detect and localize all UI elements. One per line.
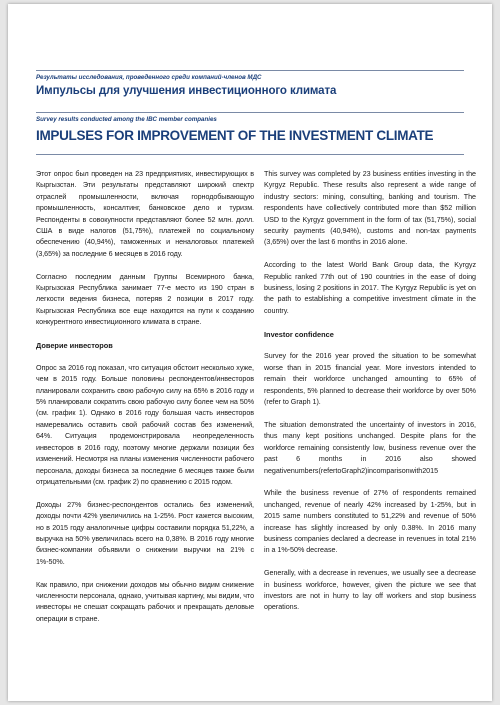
kicker-en: Survey results conducted among the IBC member companies <box>36 116 217 123</box>
russian-column <box>36 169 254 637</box>
en-paragraph-ranking: According to the latest World Bank Group data, the Kyrgyz Republic ranked 77th out of 190 countries in the ease of doing business, losing 2 positions in 2017. The Kyrgyz Republic is yet on the path to establishing a competitive investment climate in the country. <box>264 261 476 315</box>
en-paragraph-survey: Survey for the 2016 year proved the situation to be somewhat worse than in 2015 financial year. More investors intended to remain their workforce unchanged amounting to 65% of respondents, 5% planned to decrease their workforce by over 50% (refer to Graph 1). <box>264 352 476 407</box>
top-divider <box>36 70 464 71</box>
kicker-ru: Результаты исследования, проведенного среди компаний-членов МДС <box>36 74 262 81</box>
ru-heading-investor-confidence: Доверие инвесторов <box>36 341 113 351</box>
en-paragraph-conclusion: Generally, with a decrease in revenues, we usually see a decrease in business workforce, however, given the picture we see that investors are not in hurry to lay off workers and stop business operations. <box>264 569 476 612</box>
en-paragraph-uncertainty: The situation demonstrated the uncertainty of investors in 2016, thus many kept positions unchanged. Despite plans for the workforce remaining consistently low, business revenue over the past 6 months in 2016 also showed negativenumbers(refertoGraph2)incomparisonwith2015 <box>264 420 476 475</box>
ru-paragraph-ranking: Согласно последним данным Группы Всемирного банка, Кыргызская Республика занимает 77-е место из 190 стран в легкости ведения бизнеса, потеряв 2 позиции в 2017 году. Кыргызская Республика все еще находится на пути к созданию конкурентного инвестиционного климата в стране. <box>36 272 254 327</box>
middle-divider <box>36 112 464 113</box>
ru-paragraph-survey: Опрос за 2016 год показал, что ситуация обстоит несколько хуже, чем в 2015 году. Больше половины респондентов/инвесторов планировали сохранить свою рабочую силу на 65% в 2016 году и 5% планировали сократить свою рабочую силу более чем на 50% (см. график 1). Однако в 2016 году большая часть инвесторов намеревались оставить свой рабочий состав без изменений, 64%. Ситуация продемонстрировала неопределенность инвесторов в 2016 году, поэтому многие держали позиции без изменений. Несмотря на планы изменения численности рабочего персонала, доходы бизнеса за последние 6 месяцев также были отрицательными (см. график 2) по сравнению с 2015 годом. <box>36 363 254 486</box>
ru-paragraph-intro: Этот опрос был проведен на 23 предприятиях, инвестирующих в Кыргызстан. Эти результаты представляют широкий спектр отраслей промышленности, включая горнодобывающую промышленность, консалтинг, банковское дело и туризм. Респонденты в совокупности представляют более 52 млн. долл. США в виде налогов (51,75%), платежей по социальному обеспечению (40,94%), таможенных и неналоговых платежей (3,65%) за последние 6 месяцев в 2016 году. <box>36 170 254 258</box>
title-en: IMPULSES FOR IMPROVEMENT OF THE INVESTMENT CLIMATE <box>36 128 434 143</box>
en-heading-investor-confidence: Investor confidence <box>264 329 334 339</box>
ru-paragraph-conclusion: Как правило, при снижении доходов мы обычно видим снижение численности персонала, однако, учитывая картину, мы видим, что инвесторы не спешат сокращать рабочих и прекращать деловые операции в стране. <box>36 580 254 623</box>
ru-paragraph-revenue: Доходы 27% бизнес-респондентов остались без изменений, доходы почти 42% увеличились на 1-25%. Рост кажется высоким, но в 2015 году аналогичные цифры составили порядка 51,22%, а выручка на 50% увеличилась всего на 0,38%. В 2016 году многие бизнес-компании объявили о снижении выручки на 21% с 1%-50%. <box>36 500 254 566</box>
bottom-divider <box>36 154 464 155</box>
en-paragraph-revenue: While the business revenue of 27% of respondents remained unchanged, revenue of nearly 42% increased by 1-25%, but in 2015 same numbers constituted to 51,22% and revenue of 50% increase has slightly increased by only 0.38%. In 2016 many business companies declared a decrease in revenues in total 21% in a 1%-50% decrease. <box>264 489 476 555</box>
en-paragraph-intro: This survey was completed by 23 business entities investing in the Kyrgyz Republic. These results also represent a wide range of industry sectors: mining, consulting, banking and tourism. The respondents have collectively contributed more than $52 million USD to the Kyrgyz government in the form of tax (51,75%), social security payments (40,94%), customs and non-tax payments (3,65%) over the last 6 months in 2016 alone. <box>264 170 476 247</box>
english-column <box>264 169 476 625</box>
document-page <box>8 4 492 701</box>
title-ru: Импульсы для улучшения инвестиционного климата <box>36 85 337 97</box>
